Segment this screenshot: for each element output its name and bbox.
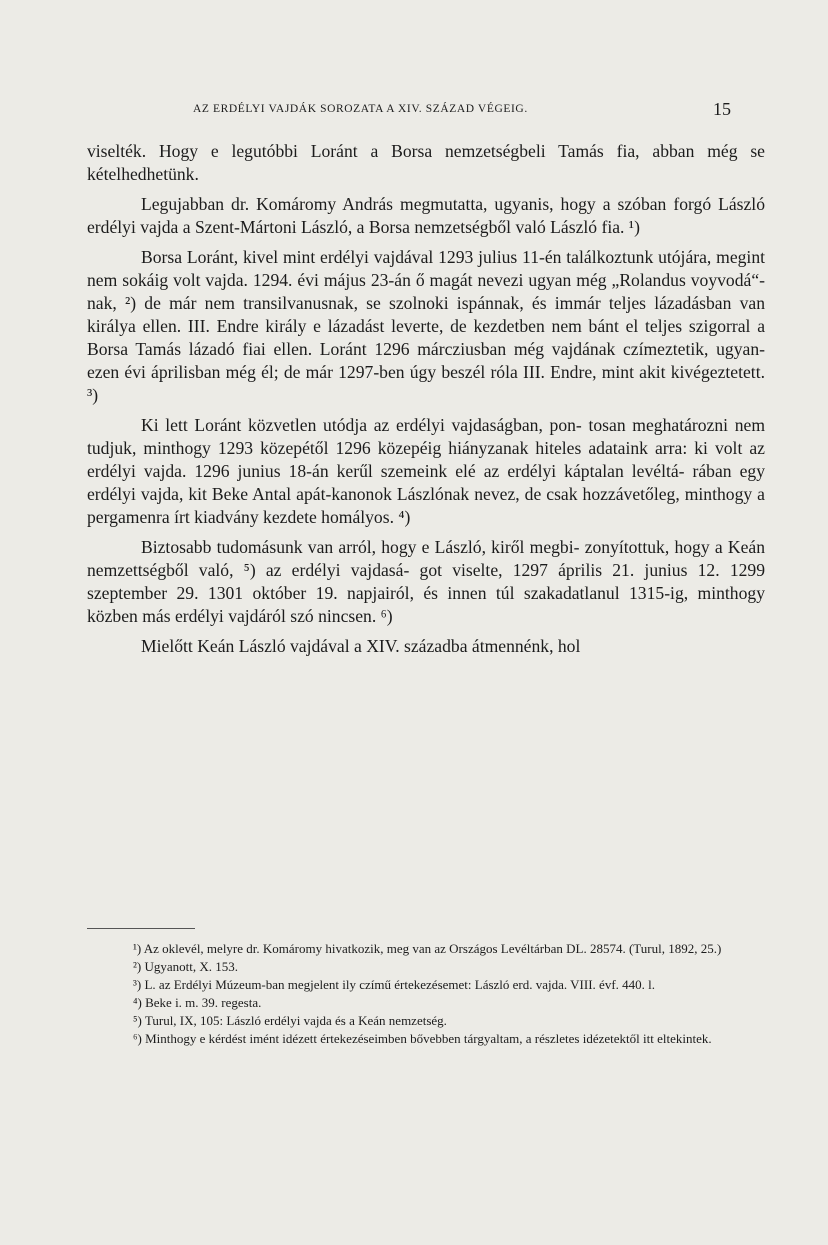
text-line: kezdete homályos. ⁴) [263, 507, 411, 527]
footnote-line: erd. vajda. VIII. évf. 440. l. [512, 977, 656, 992]
running-head: AZ ERDÉLYI VAJDÁK SOROZATA A XIV. SZÁZAD VÉGEIG. [193, 103, 528, 115]
text-line: Borsa Loránt, kivel mint erdélyi vajdával 1293 julius 11-én [141, 247, 562, 267]
text-line: Biztosabb tudomásunk van arról, hogy e László, kiről megbi- [141, 537, 580, 557]
text-line: lázadásban van királya ellen. III. Endre király e lázadást leverte, [87, 293, 765, 336]
paragraph [87, 635, 765, 658]
text-line: de kezdetben nem bánt el teljes szigorral a Borsa Tamás lázadó [87, 316, 765, 359]
text-line: viselték. Hogy e legutóbbi Loránt a Borsa nemzetségbeli Tamás fia, [87, 141, 640, 161]
text-line: a szóban forgó László erdélyi vajda a Szent-Mártoni László, a Borsa [87, 194, 765, 237]
text-line: közben más erdélyi vajdáról szó nincsen. ⁶) [87, 606, 393, 626]
footnote-line: ⁵) Turul, IX, 105: László erdélyi vajda és a Keán nemzetség. [133, 1013, 447, 1028]
footnote [87, 1030, 765, 1048]
paragraph [87, 140, 765, 186]
footnote [87, 1012, 765, 1030]
footnote-line: ¹) Az oklevél, melyre dr. Komáromy hivatkozik, meg van az Országos [133, 941, 498, 956]
text-line: got viselte, 1297 április 21. junius 12. 1299 szeptember 29. 1301 [87, 560, 766, 603]
footnote-line: Levéltárban DL. 28574. (Turul, 1892, 25.) [500, 941, 722, 956]
text-line: Legujabban dr. Komáromy András megmutatta, ugyanis, hogy [141, 194, 596, 214]
text-line: találkoztunk utójára, megint nem sokáig volt vajda. 1294. évi május [87, 247, 766, 290]
text-line: rában egy erdélyi vajda, kit Beke Antal apát-kanonok Lászlónak [87, 461, 765, 504]
text-line: Ki lett Loránt közvetlen utódja az erdélyi vajdaságban, pon- [141, 415, 582, 435]
text-line: október 19. napjairól, és innen túl szakadatlanul 1315-ig, minthogy [252, 583, 765, 603]
text-line: Mielőtt Keán László vajdával a XIV. századba átmennénk, hol [141, 636, 581, 656]
footnote-line: ⁶) Minthogy e kérdést imént idézett értekezéseimben bővebben tárgyaltam, [133, 1031, 523, 1046]
text-line: ezen évi áprilisban még él; de már 1297-ben úgy beszél róla III. [87, 362, 545, 382]
paragraph [87, 193, 765, 239]
footnote [87, 976, 765, 994]
page-number: 15 [713, 99, 731, 119]
text-line: már nem transilvanusnak, se szolnoki ispánnak, és immár teljes [169, 293, 647, 313]
text-line: fiai ellen. Loránt 1296 márcziusban még vajdának czímeztetik, ugyan- [242, 339, 765, 359]
footnote-line: a részletes idézetektől itt eltekintek. [525, 1031, 712, 1046]
footnote-line: ⁴) Beke i. m. 39. regesta. [133, 995, 262, 1010]
text-line: tosan meghatározni nem tudjuk, minthogy 1293 közepétől 1296 [87, 415, 766, 458]
text-line: közepéig hiányzanak hiteles adataink arra: ki volt az erdélyi vajda. [87, 438, 765, 481]
footnote [87, 994, 765, 1012]
paragraph [87, 246, 765, 407]
footnote [87, 958, 765, 976]
footnote-line: ³) L. az Erdélyi Múzeum-ban megjelent ily czímű értekezésemet: László [133, 977, 510, 992]
footnote-separator [87, 928, 195, 929]
paragraph [87, 536, 765, 628]
text-line: Endre, mint akit kivégeztetett. ³) [87, 362, 765, 405]
text-line: 23-án ő magát nevezi ugyan még „Rolandus voyvodá“-nak, ²) de [87, 270, 765, 313]
paragraph [87, 414, 765, 529]
footnote [87, 940, 765, 958]
footnote-line: ²) Ugyanott, X. 153. [133, 959, 238, 974]
text-line: nevez, de csak hozzávetőleg, minthogy a pergamenra írt kiadvány [87, 484, 765, 527]
text-line: 1296 junius 18-án kerűl szemeink elé az erdélyi káptalan levéltá- [194, 461, 685, 481]
footnotes [87, 940, 765, 1048]
text-line: abban még se kételhedhetünk. [87, 141, 765, 184]
text-line: zonyítottuk, hogy a Keán nemzettségből való, ⁵) az erdélyi vajdasá- [87, 537, 765, 580]
text-line: nemzetségből való László fia. ¹) [414, 217, 640, 237]
body-text [87, 140, 765, 658]
